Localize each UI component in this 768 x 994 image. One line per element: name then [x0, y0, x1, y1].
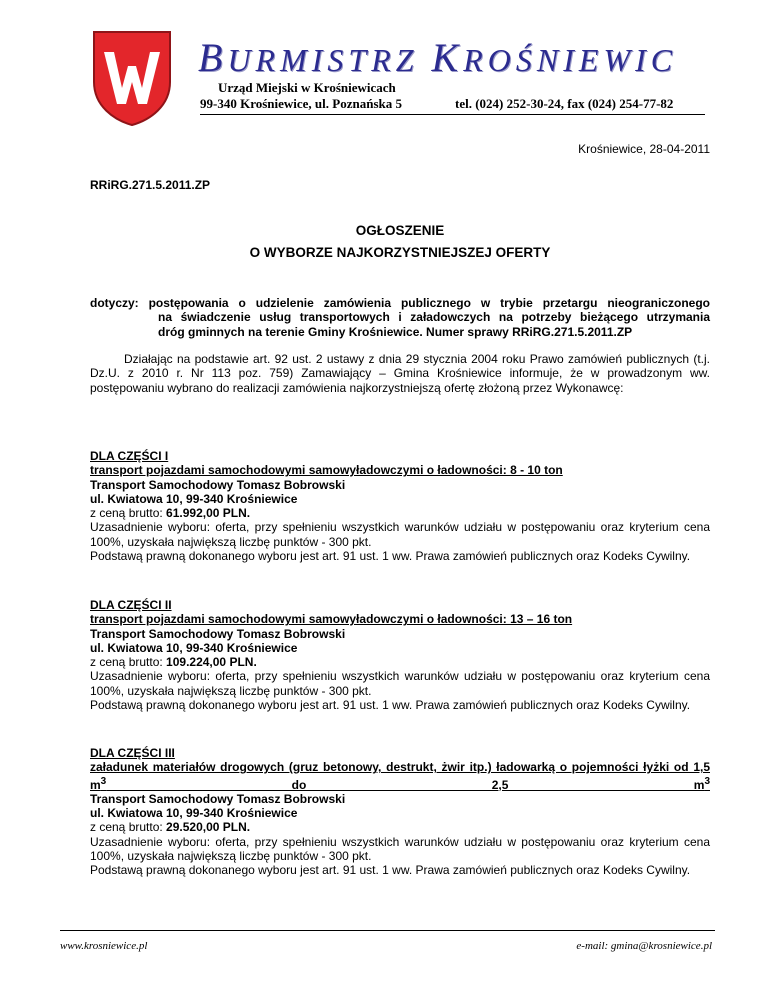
notice-heading: OGŁOSZENIE [355, 223, 445, 238]
scope-text: załadunek materiałów drogowych (gruz betonowy, destrukt, żwir itp.) ładowarką o pojemności łyżki od 1,5 m [90, 760, 710, 792]
justification-text: Uzasadnienie wyboru: oferta, przy spełnieniu wszystkich warunków udziału w postępowaniu oraz kryterium cena 100%, uzyskała największą liczbę punktów - 300 pkt. [90, 669, 710, 698]
part-label: DLA CZĘŚCI II [90, 598, 172, 612]
legal-basis-text: Podstawą prawną dokonanego wyboru jest art. 91 ust. 1 ww. Prawa zamówień publicznych oraz Kodeks Cywilny. [90, 549, 691, 564]
price-value: 61.992,00 PLN. [166, 506, 251, 521]
title-initial-1: B [198, 35, 228, 80]
part-scope: transport pojazdami samochodowymi samowyładowczymi o ładowności: 13 – 16 ton [90, 612, 573, 627]
title-initial-2: K [431, 35, 464, 80]
price-line [90, 655, 710, 669]
footer-website: www.krosniewice.pl [60, 940, 148, 952]
notice-subheading: O WYBORZE NAJKORZYSTNIEJSZEJ OFERTY [249, 245, 551, 260]
w-crest-icon [92, 30, 172, 126]
price-line [90, 506, 710, 520]
contractor-name: Transport Samochodowy Tomasz Bobrowski [90, 626, 346, 641]
contractor-address: ul. Kwiatowa 10, 99-340 Krośniewice [90, 806, 298, 821]
part-2-section [90, 598, 710, 712]
intro-text: Działając na podstawie art. 92 ust. 2 ustawy z dnia 29 stycznia 2004 roku Prawo zamówień publicznych (t.j. Dz.U. z 2010 r. Nr 113 poz. 759) Zamawiający – Gmina Krośniewice informuje, że w prowadzonym ww. postępowaniu wybrano do realizacji zamówienia najkorzystniejszą ofertę złożoną przez Wykonawcę: [90, 352, 710, 395]
case-reference: RRiRG.271.5.2011.ZP [90, 178, 211, 192]
contractor-name: Transport Samochodowy Tomasz Bobrowski [90, 791, 346, 806]
office-phone: tel. (024) 252-30-24, fax (024) 254-77-82 [455, 96, 674, 111]
mayor-title [198, 34, 677, 81]
part-scope [90, 760, 710, 792]
part-scope: transport pojazdami samochodowymi samowyładowczymi o ładowności: 8 - 10 ton [90, 463, 563, 478]
price-line [90, 820, 710, 834]
superscript: 3 [704, 775, 710, 787]
contractor-name: Transport Samochodowy Tomasz Bobrowski [90, 477, 346, 492]
subject-block [90, 296, 710, 339]
title-rest-2: ROŚNIEWIC [463, 42, 678, 78]
price-value: 29.520,00 PLN. [166, 820, 251, 835]
legal-basis-text: Podstawą prawną dokonanego wyboru jest art. 91 ust. 1 ww. Prawa zamówień publicznych oraz Kodeks Cywilny. [90, 698, 691, 713]
justification-text: Uzasadnienie wyboru: oferta, przy spełnieniu wszystkich warunków udziału w postępowaniu oraz kryterium cena 100%, uzyskała największą liczbę punktów - 300 pkt. [90, 520, 710, 549]
footer-email: e-mail: gmina@krosniewice.pl [576, 940, 712, 952]
contractor-address: ul. Kwiatowa 10, 99-340 Krośniewice [90, 491, 298, 506]
subject-line: na świadczenie usług transportowych i załadowczych na potrzeby bieżącego utrzymania [158, 310, 710, 325]
office-address: 99-340 Krośniewice, ul. Poznańska 5 [200, 96, 402, 111]
price-label: z ceną brutto: [90, 506, 167, 521]
part-1-section [90, 449, 710, 563]
header-divider [200, 114, 705, 115]
office-name: Urząd Miejski w Krośniewicach [218, 80, 396, 95]
footer-divider [60, 930, 715, 931]
scope-text: do 2,5 m [106, 777, 705, 792]
part-3-section [90, 746, 710, 878]
subject-line: dotyczy: postępowania o udzielenie zamówienia publicznego w trybie przetargu nieograniczonego [90, 296, 710, 310]
price-value: 109.224,00 PLN. [166, 655, 257, 670]
part-label: DLA CZĘŚCI I [90, 449, 169, 463]
justification-text: Uzasadnienie wyboru: oferta, przy spełnieniu wszystkich warunków udziału w postępowaniu oraz kryterium cena 100%, uzyskała największą liczbę punktów - 300 pkt. [90, 834, 710, 864]
part-label: DLA CZĘŚCI III [90, 746, 175, 760]
superscript: 3 [100, 775, 107, 787]
price-label: z ceną brutto: [90, 655, 167, 670]
contractor-address: ul. Kwiatowa 10, 99-340 Krośniewice [90, 640, 298, 655]
legal-basis-text: Podstawą prawną dokonanego wyboru jest art. 91 ust. 1 ww. Prawa zamówień publicznych oraz Kodeks Cywilny. [90, 863, 691, 878]
document-date: Krośniewice, 28-04-2011 [578, 142, 710, 156]
intro-paragraph [90, 352, 710, 395]
title-rest-1: URMISTRZ [227, 42, 419, 78]
price-label: z ceną brutto: [90, 820, 167, 835]
subject-line: dróg gminnych na terenie Gminy Krośniewice. Numer sprawy RRiRG.271.5.2011.ZP [158, 324, 633, 339]
